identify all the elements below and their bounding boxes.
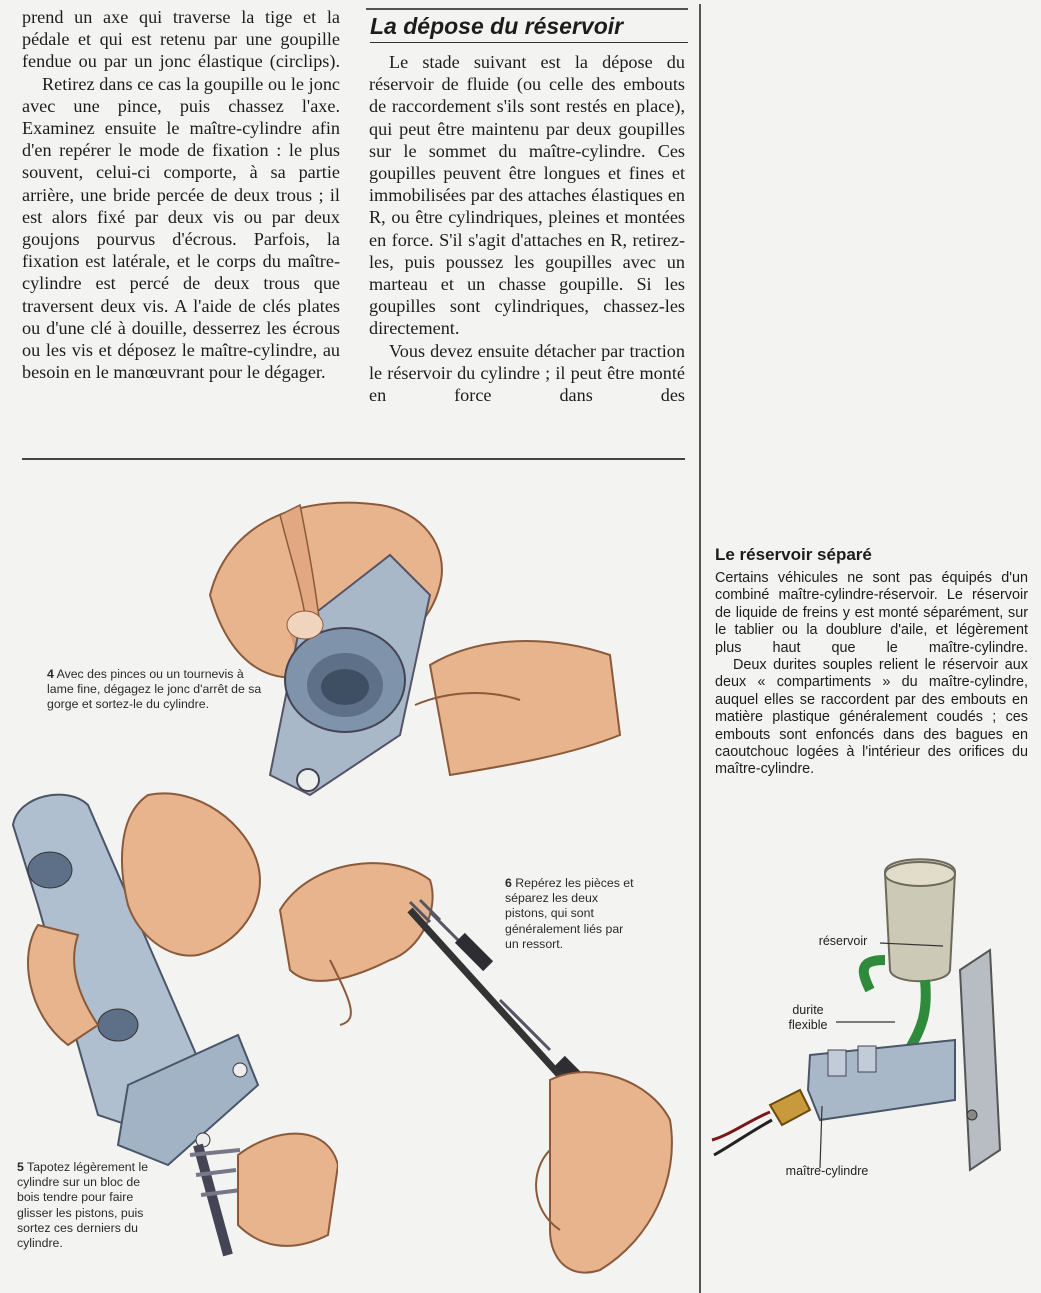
column-divider (699, 4, 701, 1293)
paragraph: Le stade suivant est la dépose du réservoir de fluide (ou celle des embouts de raccordement s'ils sont restés en place), qui peut être maintenu par deux goupilles sur le sommet du maître-cylindre. Ces goupilles peuvent être longues et fines et immobilisées par des attaches élastiques en R, ou être cylindriques, pleines et montées en force. S'il s'agit d'attaches en R, retirez-les, puis poussez les goupilles avec un marteau et un chasse goupille. Si les goupilles sont cylindriques, chassez-les directement. (369, 52, 685, 339)
label-reservoir: réservoir (818, 934, 868, 948)
sidebar-title: Le réservoir séparé (715, 545, 872, 564)
paragraph: Vous devez ensuite détacher par traction le réservoir du cylindre ; il peut être monté en force dans des (369, 340, 685, 406)
sidebar-body (715, 570, 1028, 779)
caption-number: 5 (17, 1160, 24, 1174)
caption-text: Repérez les pièces et séparez les deux pistons, qui sont généralement liés par un ressort. (505, 876, 634, 951)
caption-step-4 (47, 667, 262, 713)
caption-step-6 (505, 876, 635, 952)
heading-rule (366, 8, 688, 10)
caption-text: Avec des pinces ou un tournevis à lame fine, dégagez le jonc d'arrêt de sa gorge et sortez-le du cylindre. (47, 667, 262, 712)
caption-number: 4 (47, 667, 54, 681)
text-column-1 (22, 6, 340, 383)
label-maitre-cylindre: maître-cylindre (785, 1164, 869, 1178)
section-divider (22, 458, 685, 460)
caption-text: Tapotez légèrement le cylindre sur un bloc de bois tendre pour faire glisser les pistons, puis sortez ces derniers du cylindre. (17, 1160, 149, 1251)
paragraph: Certains véhicules ne sont pas équipés d'un combiné maître-cylindre-réservoir. Le réservoir de liquide de freins y est monté séparément, sur le tablier ou la doublure d'aile, et légèrement plus haut que le maître-cylindre. (715, 570, 1028, 656)
section-heading: La dépose du réservoir (370, 13, 688, 43)
illustration-step-4 (190, 475, 690, 815)
reservoir-diagram (710, 850, 1035, 1180)
caption-number: 6 (505, 876, 512, 890)
caption-step-5 (17, 1160, 152, 1251)
paragraph: Deux durites souples relient le réservoir aux deux « compartiments » du maître-cylindre, auquel elles se raccordent par des embouts en matière plastique généralement coudés ; ces embouts sont enfoncés dans des bagues en caoutchouc logées à l'intérieur des orifices du maître-cylindre. (715, 657, 1028, 778)
text-column-2 (369, 51, 685, 406)
paragraph: Retirez dans ce cas la goupille ou le jonc avec une pince, puis chassez l'axe. Examinez ensuite le maître-cylindre afin d'en repérer le mode de fixation : le plus souvent, celui-ci comporte, à sa partie arrière, une bride percée de deux trous ; il est alors fixé par deux vis ou par deux goujons pourvus d'écrous. Parfois, la fixation est latérale, et le corps du maître-cylindre est percé de deux trous que traversent deux vis. A l'aide de clés plates ou d'une clé à douille, desserrez les écrous ou les vis et déposez le maître-cylindre, au besoin en le manœuvrant pour le dégager. (22, 73, 340, 383)
paragraph: prend un axe qui traverse la tige et la pédale et qui est retenu par une goupille fendue ou par un jonc élastique (circlips). (22, 7, 340, 72)
label-durite: durite flexible (788, 1003, 828, 1032)
